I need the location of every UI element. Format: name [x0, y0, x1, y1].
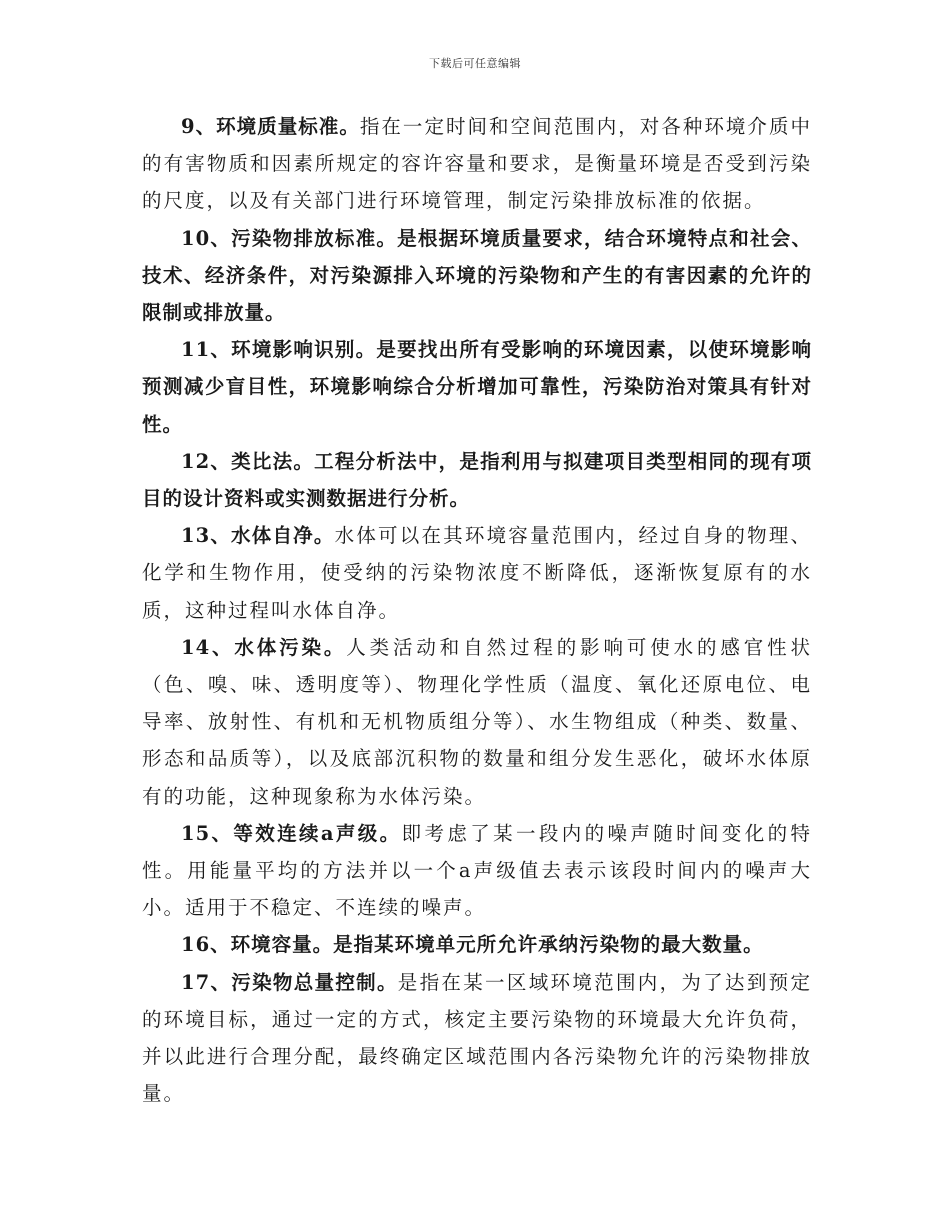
- header-note: 下载后可任意编辑: [429, 57, 521, 70]
- term-total-pollutant-control: 17、污染物总量控制。: [181, 970, 398, 994]
- paragraph-13: [142, 517, 812, 629]
- term-environmental-capacity: 16、环境容量。: [181, 933, 334, 957]
- definition-text: 是指某环境单元所允许承纳污染物的最大数量。: [333, 933, 764, 957]
- definition-text: 是要找出所有受影响的环境因素，以使环境影响预测减少盲目性，环境影响综合分析增加可靠性，污染防治对策具有针对性。: [142, 338, 812, 436]
- paragraph-9: [142, 108, 812, 220]
- term-pollutant-discharge-standard: 10、污染物排放标准。: [181, 226, 398, 250]
- paragraph-12: [142, 443, 812, 517]
- paragraph-14: [142, 629, 812, 815]
- definition-text: 工程分析法中，是指利用与拟建项目类型相同的现有项目的设计资料或实测数据进行分析。: [142, 449, 812, 511]
- paragraph-16: [142, 926, 812, 963]
- paragraph-11: [142, 331, 812, 443]
- definition-text: 是指在某一区域环境范围内，为了达到预定的环境目标，通过一定的方式，核定主要污染物的环境最大允许负荷，并以此进行合理分配，最终确定区域范围内各污染物允许的污染物排放量。: [142, 970, 812, 1106]
- paragraph-15: [142, 815, 812, 927]
- definition-text: 指在一定时间和空间范围内，对各种环境介质中的有害物质和因素所规定的容许容量和要求，是衡量环境是否受到污染的尺度，以及有关部门进行环境管理，制定污染排放标准的依据。: [142, 115, 812, 213]
- definition-text: 是根据环境质量要求，结合环境特点和社会、技术、经济条件，对污染源排入环境的污染物和产生的有害因素的允许的限制或排放量。: [142, 226, 812, 325]
- definition-text: 人类活动和自然过程的影响可使水的感官性状（色、嗅、味、透明度等）、物理化学性质（温度、氧化还原电位、电导率、放射性、有机和无机物质组分等）、水生物组成（种类、数量、形态和品质等），以及底部沉积物的数量和组分发生恶化，破坏水体原有的功能，这种现象称为水体污染。: [142, 635, 812, 808]
- paragraph-17: [142, 964, 812, 1113]
- term-water-self-purification: 13、水体自净。: [181, 524, 335, 548]
- term-environmental-impact-identification: 11、环境影响识别。: [181, 338, 377, 362]
- definition-text: 即考虑了某一段内的噪声随时间变化的特性。用能量平均的方法并以一个a声级值去表示该段时间内的噪声大小。适用于不稳定、不连续的噪声。: [142, 821, 812, 920]
- definition-text: 水体可以在其环境容量范围内，经过自身的物理、化学和生物作用，使受纳的污染物浓度不断降低，逐渐恢复原有的水质，这种过程叫水体自净。: [142, 524, 812, 622]
- paragraph-10: [142, 220, 812, 332]
- term-water-pollution: 14、水体污染。: [181, 635, 347, 659]
- term-equivalent-continuous-sound-level: 15、等效连续a声级。: [181, 821, 402, 845]
- document-body: [142, 108, 812, 1112]
- term-analogy-method: 12、类比法。: [181, 449, 315, 473]
- term-environmental-quality-standard: 9、环境质量标准。: [181, 115, 360, 138]
